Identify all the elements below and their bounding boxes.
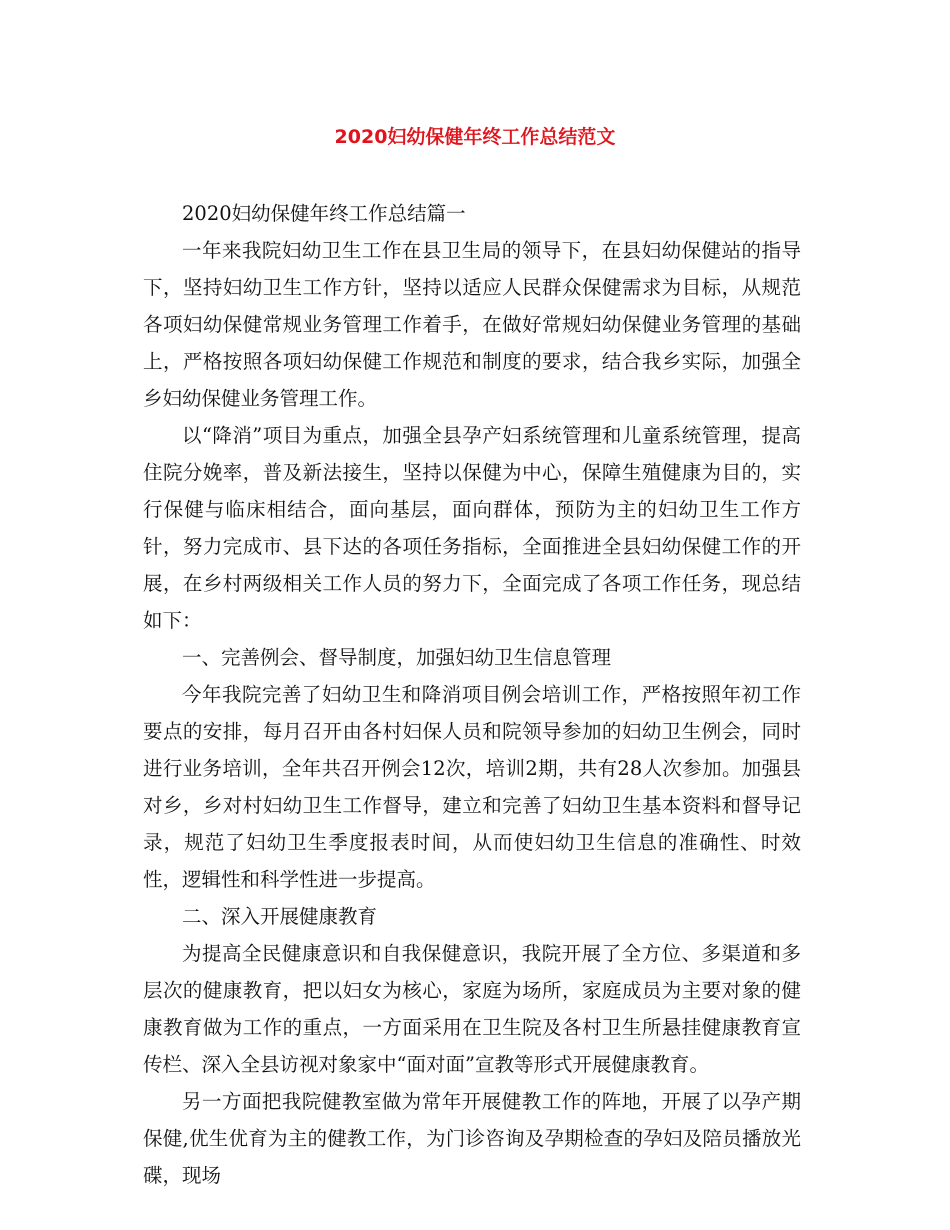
document-body xyxy=(143,195,801,1194)
paragraph: 为提高全民健康意识和自我保健意识，我院开展了全方位、多渠道和多层次的健康教育，把以妇女为核心，家庭为场所，家庭成员为主要对象的健康教育做为工作的重点，一方面采用在卫生院及各村卫生所悬挂健康教育宣传栏、深入全县访视对象家中“面对面”宣教等形式开展健康教育。 xyxy=(143,942,801,1076)
paragraph: 一年来我院妇幼卫生工作在县卫生局的领导下，在县妇幼保健站的指导下，坚持妇幼卫生工作方针，坚持以适应人民群众保健需求为目标，从规范各项妇幼保健常规业务管理工作着手，在做好常规妇幼保健业务管理的基础上，严格按照各项妇幼保健工作规范和制度的要求，结合我乡实际，加强全乡妇幼保健业务管理工作。 xyxy=(143,239,801,410)
paragraph: 以“降消”项目为重点，加强全县孕产妇系统管理和儿童系统管理，提高住院分娩率，普及新法接生，坚持以保健为中心，保障生殖健康为目的，实行保健与临床相结合，面向基层，面向群体，预防为主的妇幼卫生工作方针，努力完成市、县下达的各项任务指标，全面推进全县妇幼保健工作的开展，在乡村两级相关工作人员的努力下，全面完成了各项工作任务，现总结如下： xyxy=(143,424,801,632)
paragraph: 另一方面把我院健教室做为常年开展健教工作的阵地，开展了以孕产期保健,优生优育为主的健教工作，为门诊咨询及孕期检查的孕妇及陪员播放光碟，现场 xyxy=(143,1090,801,1187)
paragraph-subtitle: 2020妇幼保健年终工作总结篇一 xyxy=(182,202,466,225)
section-heading: 一、完善例会、督导制度，加强妇幼卫生信息管理 xyxy=(182,646,612,669)
paragraph: 今年我院完善了妇幼卫生和降消项目例会培训工作，严格按照年初工作要点的安排，每月召开由各村妇保人员和院领导参加的妇幼卫生例会，同时进行业务培训，全年共召开例会12次，培训2期，共有28人次参加。加强县对乡，乡对村妇幼卫生工作督导，建立和完善了妇幼卫生基本资料和督导记录，规范了妇幼卫生季度报表时间，从而使妇幼卫生信息的准确性、时效性，逻辑性和科学性进一步提高。 xyxy=(143,683,801,891)
section-heading: 二、深入开展健康教育 xyxy=(182,905,378,928)
document-title: 2020妇幼保健年终工作总结范文 xyxy=(334,126,616,148)
